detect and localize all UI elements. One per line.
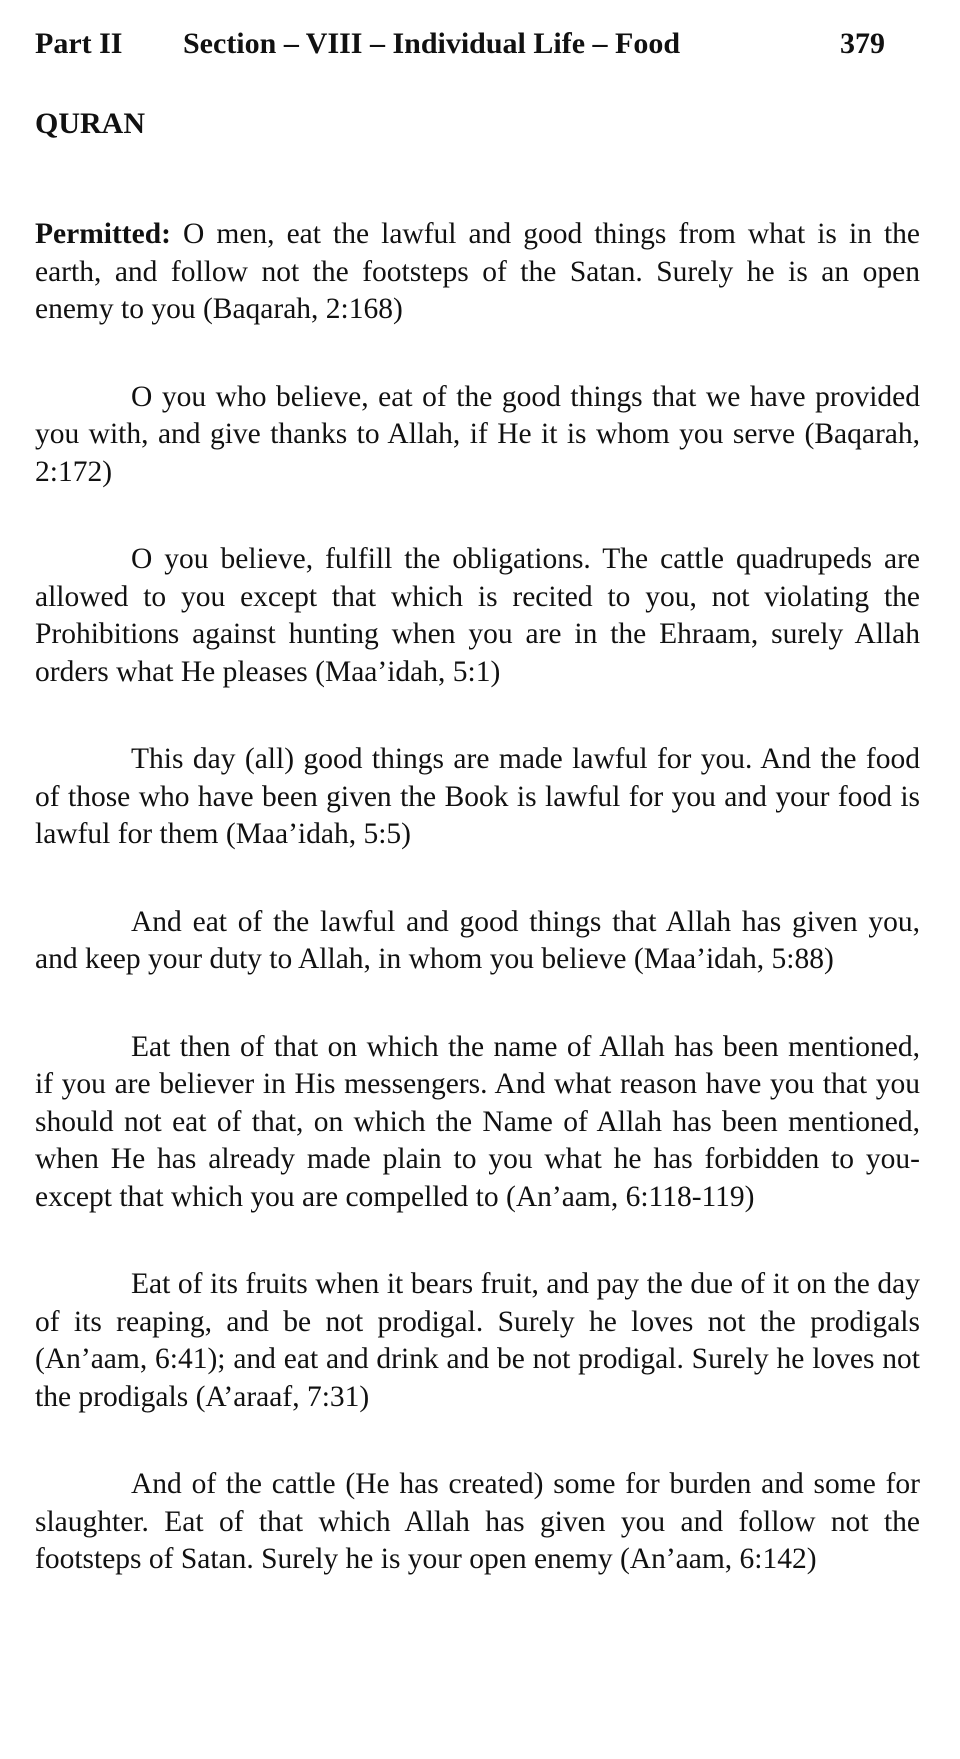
paragraph: Eat then of that on which the name of Allah has been mentioned, if you are believer in His messengers. And what reason have you that you should not eat of that, on which the Name of Allah has been mentioned, when He has already made plain to you what he has forbidden to you-except that which you are compelled to (An’aam, 6:118-119) (35, 1030, 920, 1213)
book-page (35, 24, 920, 1629)
header-section-title: Section – VIII – Individual Life – Food (183, 27, 681, 60)
paragraph: This day (all) good things are made lawful for you. And the food of those who have been given the Book is lawful for you and your food is lawful for them (Maa’idah, 5:5) (35, 743, 920, 850)
paragraph (35, 216, 920, 329)
body-text (35, 216, 920, 1579)
paragraph-lead: Permitted: (35, 218, 171, 250)
header-part: Part II (35, 27, 123, 60)
running-header (35, 24, 920, 64)
paragraph-text: O men, eat the lawful and good things from what is in the earth, and follow not the footsteps of the Satan. Surely he is an open enemy to you (Baqarah, 2:168) (35, 218, 920, 325)
section-heading: QURAN (35, 107, 145, 140)
paragraph: O you who believe, eat of the good things that we have provided you with, and give thanks to Allah, if He it is whom you serve (Baqarah, 2:172) (35, 380, 920, 488)
page-number: 379 (840, 27, 885, 60)
paragraph: Eat of its fruits when it bears fruit, and pay the due of it on the day of its reaping, and be not prodigal. Surely he loves not the prodigals (An’aam, 6:41); and eat and drink and be not prodigal. Surely he loves not the prodigals (A’araaf, 7:31) (35, 1268, 920, 1413)
paragraph: O you believe, fulfill the obligations. The cattle quadrupeds are allowed to you except that which is recited to you, not violating the Prohibitions against hunting when you are in the Ehraam, surely Allah orders what He pleases (Maa’idah, 5:1) (35, 543, 920, 688)
paragraph: And of the cattle (He has created) some for burden and some for slaughter. Eat of that which Allah has given you and follow not the footsteps of Satan. Surely he is your open enemy (An’aam, 6:142) (35, 1468, 920, 1575)
paragraph: And eat of the lawful and good things that Allah has given you, and keep your duty to Allah, in whom you believe (Maa’idah, 5:88) (35, 905, 920, 975)
